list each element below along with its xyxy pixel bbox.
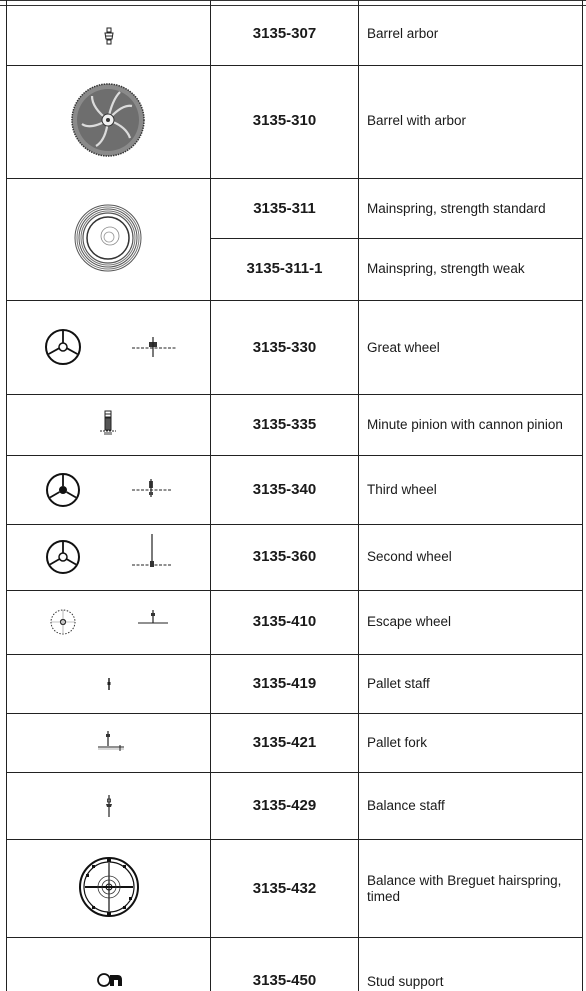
part-description: Stud support bbox=[367, 974, 444, 989]
part-number: 3135-432 bbox=[252, 880, 317, 897]
great-wheel-icon bbox=[43, 327, 83, 367]
part-description: Barrel arbor bbox=[367, 26, 439, 41]
barrel-arbor-icon bbox=[103, 27, 115, 45]
minute-pinion-icon bbox=[100, 410, 116, 438]
table-top-border bbox=[0, 0, 586, 6]
part-image-cell bbox=[6, 591, 210, 654]
part-image-cell bbox=[6, 66, 210, 178]
part-description: Mainspring, strength weak bbox=[367, 261, 525, 276]
row-divider bbox=[210, 238, 582, 239]
part-number: 3135-410 bbox=[252, 613, 317, 630]
part-number: 3135-335 bbox=[252, 416, 317, 433]
second-wheel-icon bbox=[44, 538, 82, 576]
column-divider bbox=[358, 0, 359, 991]
part-description: Pallet staff bbox=[367, 676, 430, 691]
third-wheel-side-icon bbox=[132, 479, 172, 501]
second-wheel-side-icon bbox=[132, 534, 172, 570]
part-image-cell bbox=[6, 301, 210, 394]
part-description: Mainspring, strength standard bbox=[367, 201, 546, 216]
great-wheel-side-icon bbox=[132, 337, 176, 357]
table-border-right bbox=[582, 0, 583, 991]
part-description: Minute pinion with cannon pinion bbox=[367, 417, 563, 432]
part-number: 3135-307 bbox=[252, 25, 317, 42]
part-number: 3135-419 bbox=[252, 675, 317, 692]
part-image-cell bbox=[6, 8, 210, 65]
part-image-cell bbox=[6, 840, 210, 937]
part-description: Third wheel bbox=[367, 482, 437, 497]
part-image-cell bbox=[6, 714, 210, 772]
part-description: Barrel with arbor bbox=[367, 113, 467, 128]
part-number: 3135-340 bbox=[252, 481, 317, 498]
part-image-cell bbox=[6, 773, 210, 839]
part-image-cell bbox=[6, 525, 210, 590]
part-description: Second wheel bbox=[367, 549, 452, 564]
balance-staff-icon bbox=[104, 795, 114, 817]
part-image-cell bbox=[6, 655, 210, 713]
part-number: 3135-450 bbox=[252, 972, 317, 989]
mainspring-icon bbox=[72, 202, 144, 274]
part-number: 3135-330 bbox=[252, 339, 317, 356]
escape-wheel-icon bbox=[48, 607, 78, 637]
part-image-cell bbox=[6, 456, 210, 524]
part-description: Balance staff bbox=[367, 798, 445, 813]
escape-wheel-side-icon bbox=[138, 610, 168, 628]
pallet-staff-icon bbox=[106, 678, 112, 690]
part-image-cell bbox=[6, 395, 210, 455]
part-number: 3135-310 bbox=[252, 112, 317, 129]
part-number: 3135-360 bbox=[252, 548, 317, 565]
third-wheel-icon bbox=[44, 471, 82, 509]
part-number: 3135-311 bbox=[253, 200, 316, 217]
part-description: Escape wheel bbox=[367, 614, 452, 629]
part-description: Great wheel bbox=[367, 340, 440, 355]
part-number: 3135-311-1 bbox=[246, 260, 323, 277]
pallet-fork-icon bbox=[98, 731, 124, 753]
balance-wheel-icon bbox=[78, 856, 140, 918]
stud-support-icon bbox=[96, 972, 124, 988]
part-number: 3135-429 bbox=[252, 797, 317, 814]
part-image-cell bbox=[6, 179, 210, 300]
part-description: Pallet fork bbox=[367, 735, 428, 750]
part-image-cell bbox=[6, 938, 210, 991]
part-number: 3135-421 bbox=[252, 734, 317, 751]
barrel-with-arbor-icon bbox=[70, 82, 146, 158]
part-description: Balance with Breguet hairspring, timed bbox=[367, 873, 562, 904]
